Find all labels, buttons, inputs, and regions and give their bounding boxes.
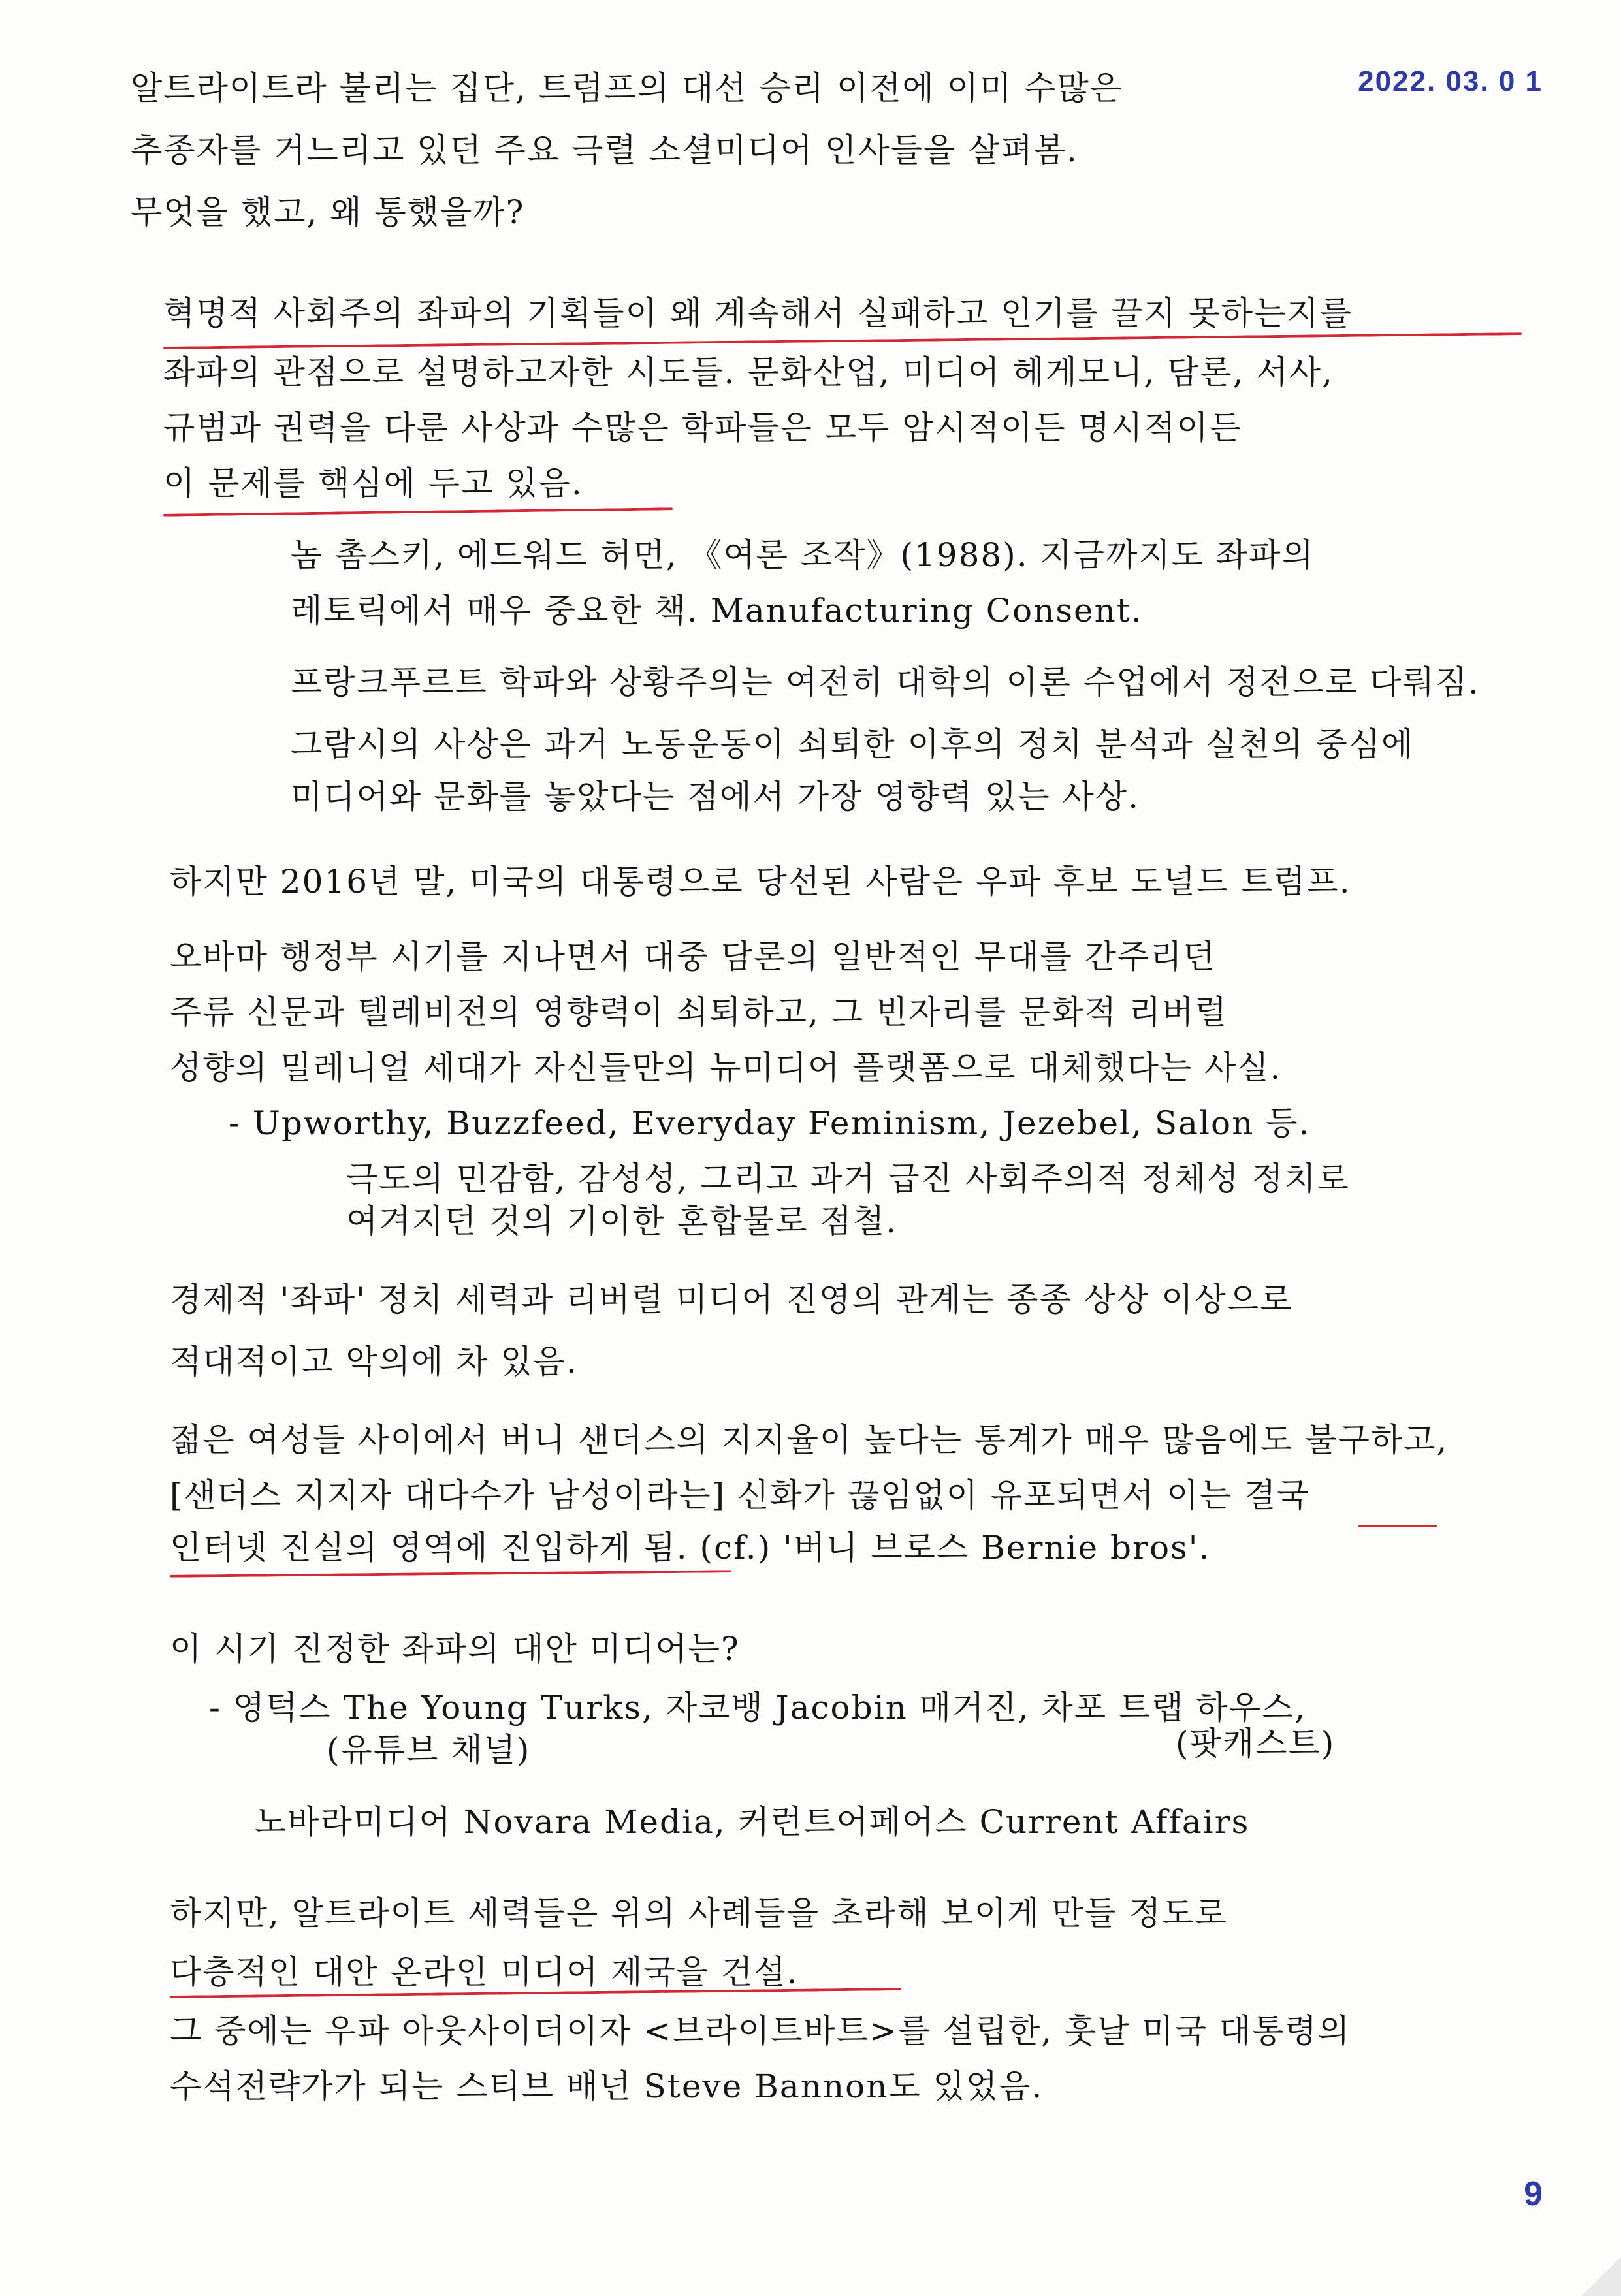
- text-line: 무엇을 했고, 왜 통했을까?: [131, 193, 525, 231]
- text-line: 경제적 '좌파' 정치 세력과 리버럴 미디어 진영의 관계는 종종 상상 이상으로: [170, 1281, 1293, 1318]
- red-underline: [163, 507, 673, 517]
- page-date: 2022. 03. 0 1: [1358, 65, 1543, 97]
- text-line: 성향의 밀레니얼 세대가 자신들만의 뉴미디어 플랫폼으로 대체했다는 사실.: [170, 1049, 1282, 1087]
- text-line: 그 중에는 우파 아웃사이더이자 <브라이트바트>를 설립한, 훗날 미국 대통령의: [170, 2012, 1351, 2050]
- text-line: 그람시의 사상은 과거 노동운동이 쇠퇴한 이후의 정치 분석과 실천의 중심에: [291, 725, 1415, 763]
- text-line: 알트라이트라 불리는 집단, 트럼프의 대선 승리 이전에 이미 수많은: [131, 69, 1123, 107]
- text-line: 추종자를 거느리고 있던 주요 극렬 소셜미디어 인사들을 살펴봄.: [131, 131, 1078, 169]
- text-line: 주류 신문과 텔레비전의 영향력이 쇠퇴하고, 그 빈자리를 문화적 리버럴: [170, 993, 1228, 1031]
- text-line: 오바마 행정부 시기를 지나면서 대중 담론의 일반적인 무대를 간주리던: [170, 938, 1216, 976]
- red-underline: [1358, 1525, 1437, 1527]
- text-line: (유튜브 채널): [327, 1731, 531, 1769]
- text-line: 노바라미디어 Novara Media, 커런트어페어스 Current Affairs: [255, 1803, 1250, 1841]
- text-line: 인터넷 진실의 영역에 진입하게 됨. (cf.) '버니 브로스 Bernie bros'.: [170, 1529, 1211, 1567]
- text-line: 이 시기 진정한 좌파의 대안 미디어는?: [170, 1630, 740, 1668]
- text-line: - 영턱스 The Young Turks, 자코뱅 Jacobin 매거진, 차포 트랩 하우스,: [209, 1689, 1307, 1727]
- page-number: 9: [1524, 2175, 1543, 2213]
- red-underline: [170, 1570, 731, 1578]
- text-line: (팟캐스트): [1176, 1725, 1336, 1762]
- text-line: 젊은 여성들 사이에서 버니 샌더스의 지지율이 높다는 통계가 매우 많음에도 불구하고,: [170, 1421, 1449, 1459]
- text-line: 적대적이고 악의에 차 있음.: [170, 1343, 578, 1380]
- page-corner-fold: [1582, 2257, 1621, 2296]
- text-line: 하지만 2016년 말, 미국의 대통령으로 당선된 사람은 우파 후보 도널드 트럼프.: [170, 863, 1351, 901]
- text-line: 이 문제를 핵심에 두고 있음.: [163, 464, 583, 502]
- text-line: 하지만, 알트라이트 세력들은 위의 사례들을 초라해 보이게 만들 정도로: [170, 1894, 1228, 1932]
- text-line: 프랑크푸르트 학파와 상황주의는 여전히 대학의 이론 수업에서 정전으로 다뤄짐.: [291, 663, 1480, 701]
- text-line: 좌파의 관점으로 설명하고자한 시도들. 문화산업, 미디어 헤게모니, 담론, 서사,: [163, 353, 1334, 391]
- text-line: - Upworthy, Buzzfeed, Everyday Feminism, Jezebel, Salon 등.: [229, 1104, 1311, 1142]
- text-line: 극도의 민감함, 감성성, 그리고 과거 급진 사회주의적 정체성 정치로: [346, 1160, 1351, 1198]
- text-line: 레토릭에서 매우 중요한 책. Manufacturing Consent.: [291, 592, 1143, 630]
- text-line: 여겨지던 것의 기이한 혼합물로 점철.: [346, 1202, 897, 1240]
- red-underline: [163, 332, 1522, 349]
- text-line: 규범과 권력을 다룬 사상과 수많은 학파들은 모두 암시적이든 명시적이든: [163, 409, 1243, 447]
- text-line: 놈 촘스키, 에드워드 허먼, 《여론 조작》(1988). 지금까지도 좌파의: [291, 536, 1315, 574]
- text-line: [샌더스 지지자 대다수가 남성이라는] 신화가 끊임없이 유포되면서 이는 결국: [170, 1476, 1310, 1514]
- text-line: 수석전략가가 되는 스티브 배넌 Steve Bannon도 있었음.: [170, 2067, 1044, 2105]
- text-line: 혁명적 사회주의 좌파의 기획들이 왜 계속해서 실패하고 인기를 끌지 못하는지를: [163, 295, 1353, 332]
- text-line: 미디어와 문화를 놓았다는 점에서 가장 영향력 있는 사상.: [291, 778, 1140, 816]
- text-line: 다층적인 대안 온라인 미디어 제국을 건설.: [170, 1953, 799, 1991]
